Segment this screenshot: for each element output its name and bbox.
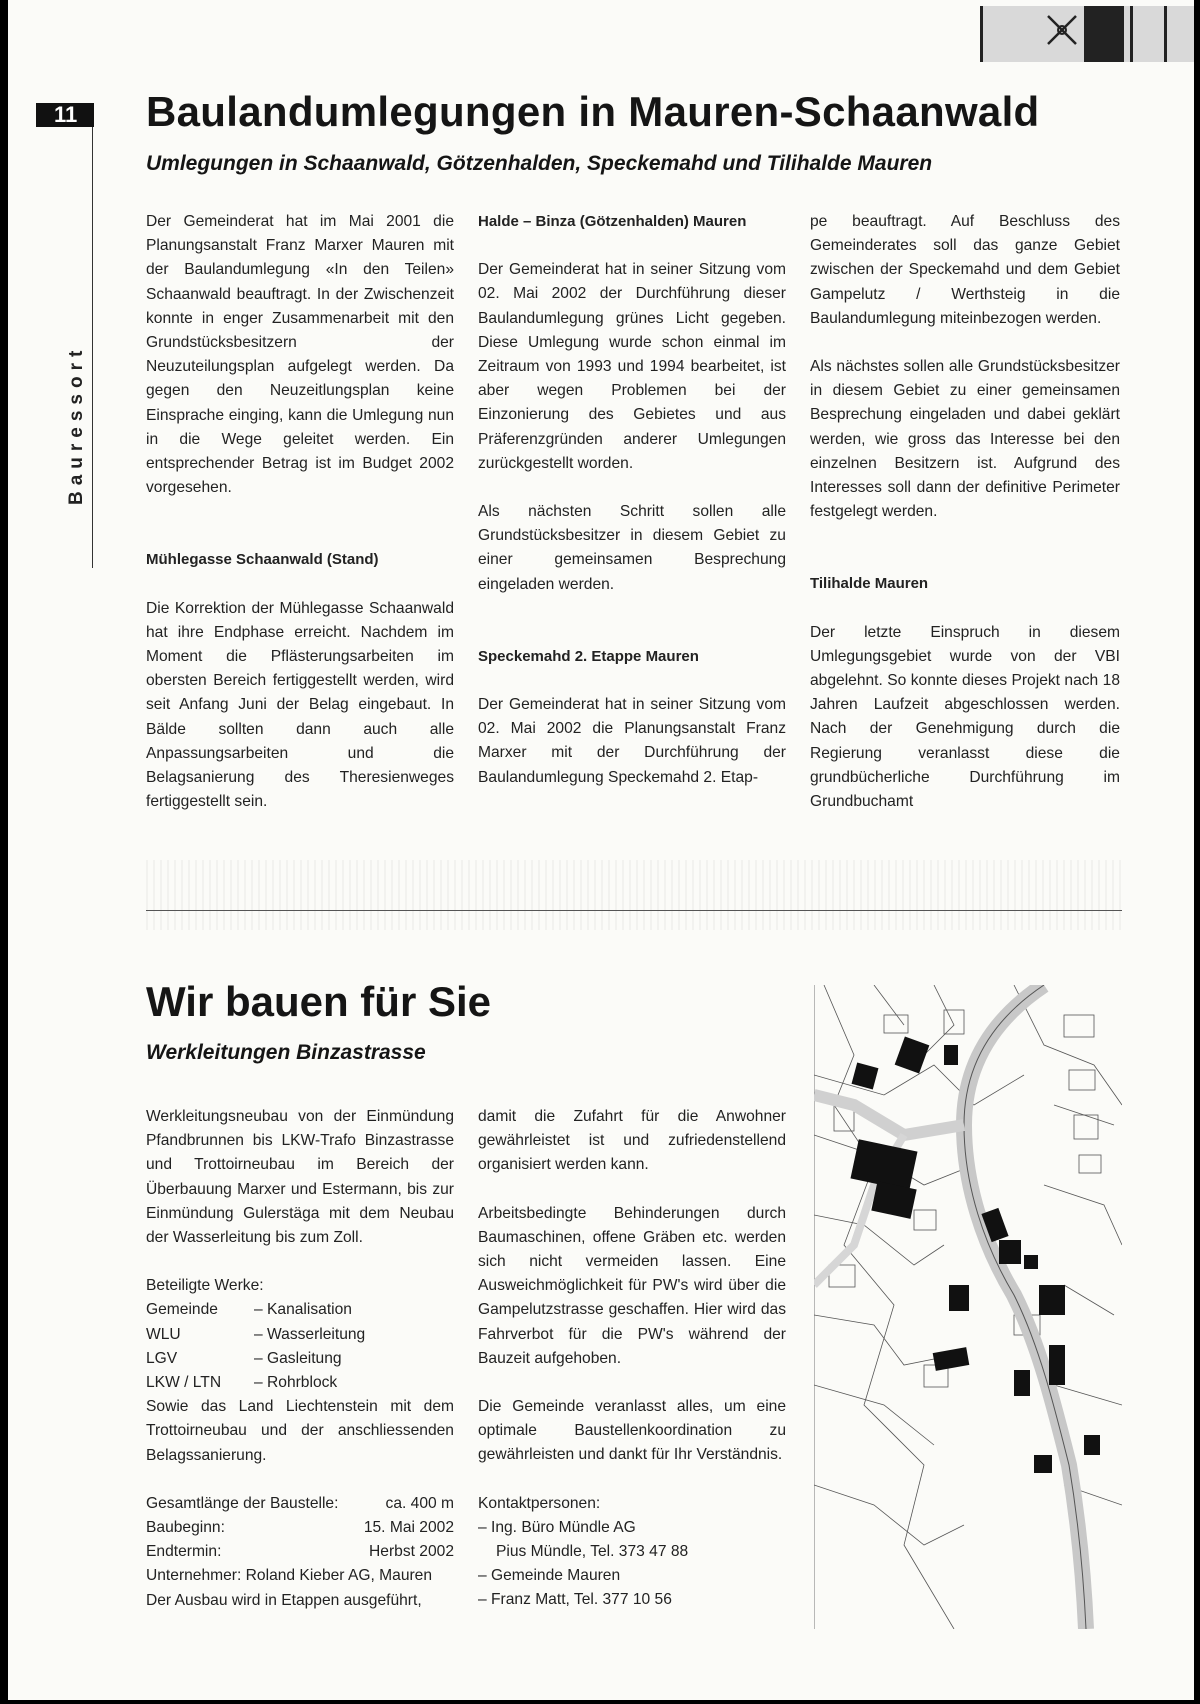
- paragraph: Die Gemeinde veranlasst alles, um eine optimale Baustellenkoordination zu gewährleisten und dankt für Ihr Verständnis.: [478, 1398, 786, 1464]
- paragraph: Als nächstes sollen alle Grundstücksbesitzer in diesem Gebiet zu einer gemeinsamen Besprechung eingeladen und dabei geklärt werden, wie gross das Interesse bei den einzelnen Besitzern ist. Aufgrund des Interesses soll dann der definitive Perimeter festgelegt werden.: [810, 358, 1120, 521]
- paragraph: Der Gemeinderat hat im Mai 2001 die Planungsanstalt Franz Marxer Mauren mit der Baulandumlegung «In den Teilen» Schaanwald beauftragt. In der Zwischenzeit konnte in enger Zusammenarbeit mit den Grundstücksbesitzern der Neuzuteilungsplan aufgelegt werden. Da gegen den Neuzeitlungsplan keine Einsprache einging, kann die Umlegung nun in die Wege geleitet werden. Ein entsprechender Betrag ist im Budget 2002 vorgesehen.: [146, 213, 454, 497]
- header-decoration: [980, 6, 1194, 62]
- paragraph: damit die Zufahrt für die Anwohner gewährleistet ist und zufriedenstellend organisiert werden kann.: [478, 1108, 786, 1174]
- article2-column-1: [146, 1105, 454, 1613]
- deco-box: [1130, 6, 1163, 62]
- paragraph: Der letzte Einspruch in diesem Umlegungsgebiet wurde von der VBI abgelehnt. So konnte dieses Projekt nach 18 Jahren Laufzeit abgeschlossen werden. Nach der Genehmigung durch die Regierung veranlasst diese die grundbücherliche Durchführung im Grundbuchamt: [810, 623, 1120, 811]
- article2-subtitle: Werkleitungen Binzastrasse: [146, 1041, 426, 1064]
- works-label: Beteiligte Werke:: [146, 1277, 264, 1295]
- works-row: LKW / LTN – Rohrblock: [146, 1374, 338, 1392]
- page: [8, 0, 1194, 1700]
- paragraph: Arbeitsbedingte Behinderungen durch Baumaschinen, offene Gräben etc. werden sich nicht vermeiden lassen. Eine Ausweichmöglichkeit für PW's wird über die Gampelutzstrasse geschaffen. Hier wird das Fahrverbot für die PW's während der Bauzeit aufgehoben.: [478, 1204, 786, 1367]
- contact-line: Pius Mündle, Tel. 373 47 88: [496, 1543, 689, 1561]
- paragraph: pe beauftragt. Auf Beschluss des Gemeinderates soll das ganze Gebiet zwischen der Speckemahd und dem Gebiet Gampelutz / Werthsteig in die Baulandumlegung miteinbezogen werden.: [810, 213, 1120, 327]
- contact-line: – Franz Matt, Tel. 377 10 56: [478, 1591, 672, 1609]
- section-label: Bauressort: [66, 344, 87, 505]
- subheading: Tilihalde Mauren: [810, 575, 929, 593]
- works-row: WLU – Wasserleitung: [146, 1325, 366, 1343]
- decorative-texture: [146, 860, 1126, 930]
- contact-line: – Ing. Büro Mündle AG: [478, 1518, 636, 1536]
- paragraph: Der Gemeinderat hat in seiner Sitzung vom 02. Mai 2002 der Durchführung dieser Baulandumlegung grünes Licht gegeben. Diese Umlegung wurde schon einmal im Zeitraum von 1993 und 1994 bearbeitet, ist aber wegen Problemen bei der Einzonierung des Gebietes und aus Präferenzgründen anderer Umlegungen zurückgestellt worden.: [478, 261, 786, 472]
- contractor: Unternehmer: Roland Kieber AG, Mauren: [146, 1567, 433, 1585]
- paragraph: Die Korrektion der Mühlegasse Schaanwald hat ihre Endphase erreicht. Nachdem im Moment die Pflästerungsarbeiten im obersten Bereich fertiggestellt werden, wird seit Anfang Juni der Belag eingebaut. In Bälde sollten dann auch alle Anpassungsarbeiten und die Belagsanierung des Theresienweges fertiggestellt sein.: [146, 599, 454, 811]
- section-divider: [146, 910, 1122, 911]
- works-row: Gemeinde – Kanalisation: [146, 1301, 352, 1319]
- paragraph: Werkleitungsneubau von der Einmündung Pfandbrunnen bis LKW-Trafo Binzastrasse und Trottoirneubau im Bereich der Überbauung Marxer und Estermann, bis zur Einmündung Gulerstäga mit dem Neubau der Wasserleitung bis zum Zoll.: [146, 1108, 454, 1247]
- subheading: Mühlegasse Schaanwald (Stand): [146, 551, 379, 569]
- paragraph: Als nächsten Schritt sollen alle Grundstücksbesitzer in diesem Gebiet zu einer gemeinsamen Besprechung eingeladen werden.: [478, 503, 786, 593]
- page-number: 11: [36, 103, 94, 127]
- article1-subtitle: Umlegungen in Schaanwald, Götzenhalden, Speckemahd und Tilihalde Mauren: [146, 152, 933, 175]
- site-plan-map: [814, 985, 1122, 1629]
- deco-dark-block: [1084, 6, 1124, 62]
- subheading: Halde – Binza (Götzenhalden) Mauren: [478, 213, 747, 230]
- article2-title: Wir bauen für Sie: [146, 978, 492, 1025]
- fact-row: Baubeginn: 15. Mai 2002: [146, 1519, 454, 1537]
- contact-line: – Gemeinde Mauren: [478, 1567, 621, 1585]
- deco-box: [980, 6, 1041, 62]
- paragraph: Sowie das Land Liechtenstein mit dem Trottoirneubau und der anschliessenden Belagssanierung.: [146, 1398, 454, 1464]
- tools-icon: [1042, 10, 1082, 50]
- contacts-label: Kontaktpersonen:: [478, 1494, 601, 1512]
- article2-column-2: [478, 1105, 786, 1613]
- article1-column-2: [478, 210, 786, 790]
- fact-row: Gesamtlänge der Baustelle: ca. 400 m: [146, 1494, 454, 1512]
- article1-column-3: [810, 210, 1120, 814]
- subheading: Speckemahd 2. Etappe Mauren: [478, 647, 699, 665]
- fact-row: Endtermin: Herbst 2002: [146, 1543, 454, 1561]
- article1-title: Baulandumlegungen in Mauren-Schaanwald: [146, 88, 1040, 135]
- works-row: LGV – Gasleitung: [146, 1349, 342, 1367]
- stages-note: Der Ausbau wird in Etappen ausgeführt,: [146, 1591, 422, 1609]
- deco-box: [1164, 6, 1194, 62]
- article1-column-1: [146, 210, 454, 814]
- paragraph: Der Gemeinderat hat in seiner Sitzung vom 02. Mai 2002 die Planungsanstalt Franz Marxer mit der Durchführung der Baulandumlegung Speckemahd 2. Etap-: [478, 696, 786, 786]
